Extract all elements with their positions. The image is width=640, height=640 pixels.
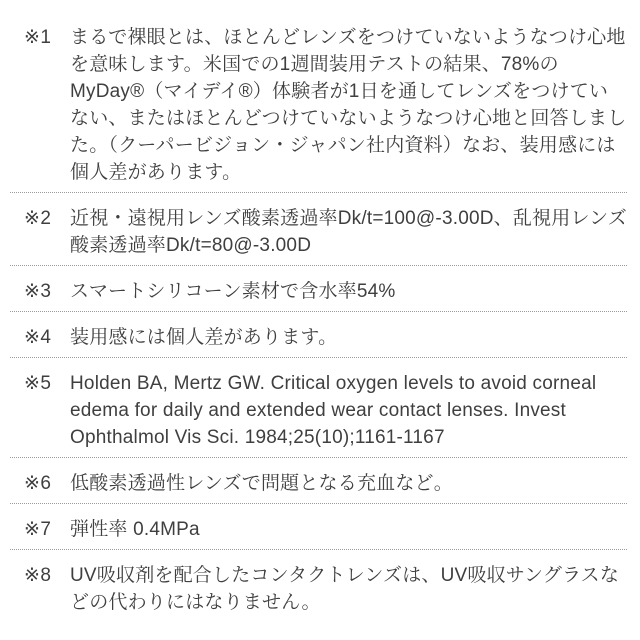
footnote-marker-7: ※7	[24, 519, 52, 540]
footnote-marker-1: ※1	[24, 27, 52, 48]
footnote-text-2: 近視・遠視用レンズ酸素透過率Dk/t=100@-3.00D、乱視用レンズ 酸素透過率Dk/t=80@-3.00D	[70, 208, 628, 256]
footnote-text-4: 装用感には個人差があります。	[70, 327, 338, 348]
footnote-item-8	[10, 550, 627, 622]
footnote-text-5: Holden BA, Mertz GW. Critical oxygen levels to avoid corneal edema for daily and extended wear contact lenses. Invest Ophthalmol Vis Sci. 1984;25(10);1161-1167	[70, 373, 597, 448]
footnote-item-6	[10, 458, 627, 504]
footnote-text-6: 低酸素透過性レンズで問題となる充血など。	[70, 473, 453, 494]
footnote-item-3	[10, 266, 627, 312]
footnote-item-1	[10, 12, 627, 193]
footnote-text-1: まるで裸眼とは、ほとんどレンズをつけていないようなつけ心地を意味します。米国での1週間装用テストの結果、78%のMyDay®（マイデイ®）体験者が1日を通してレンズをつけていない、またはほとんどつけていないようなつけ心地と回答しました。（クーパービジョン・ジャパン社内資料）なお、装用感には個人差があります。	[70, 27, 627, 183]
footnote-marker-8: ※8	[24, 565, 52, 586]
footnotes-section	[10, 0, 627, 622]
footnote-marker-4: ※4	[24, 327, 52, 348]
footnote-marker-6: ※6	[24, 473, 52, 494]
footnote-item-5	[10, 358, 627, 458]
footnote-marker-5: ※5	[24, 373, 52, 394]
footnote-text-3: スマートシリコーン素材で含水率54%	[70, 281, 396, 302]
footnote-text-7: 弾性率 0.4MPa	[70, 519, 200, 540]
footnote-marker-2: ※2	[24, 208, 52, 229]
footnote-item-4	[10, 312, 627, 358]
footnote-marker-3: ※3	[24, 281, 52, 302]
footnote-text-8: UV吸収剤を配合したコンタクトレンズは、UV吸収サングラスなどの代わりにはなりません。	[70, 565, 620, 613]
footnote-item-2	[10, 193, 627, 266]
footnote-item-7	[10, 504, 627, 550]
